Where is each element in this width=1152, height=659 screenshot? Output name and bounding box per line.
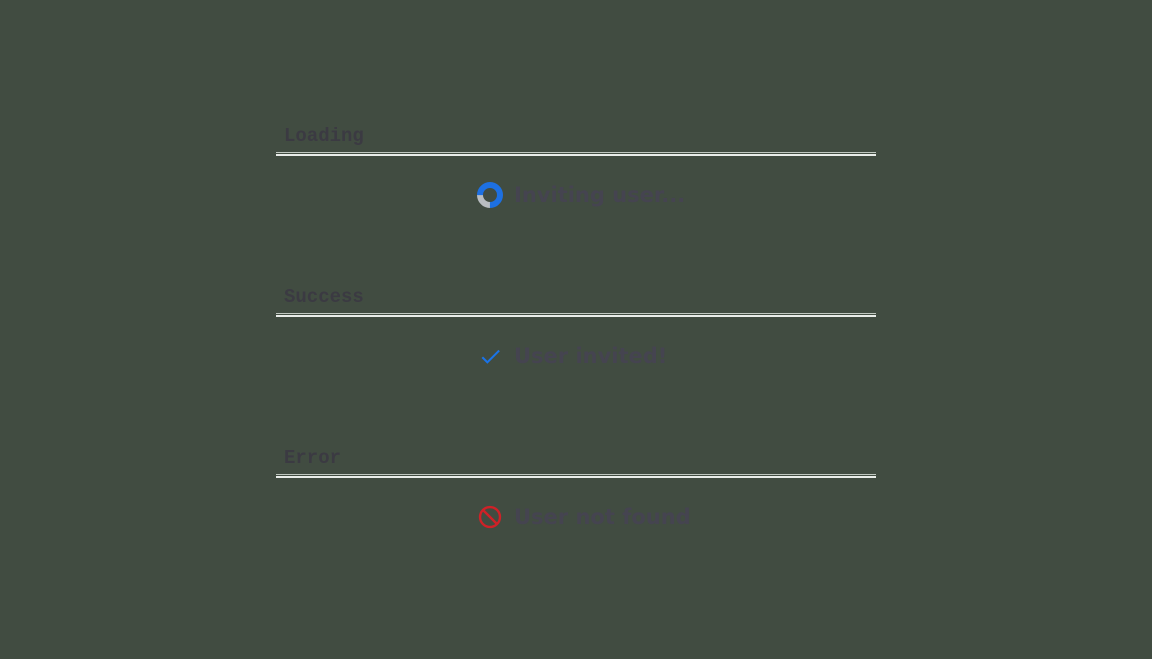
section-divider [276,152,876,156]
status-row-error [477,504,876,530]
status-text-success: User invited! [514,344,668,368]
blocked-icon-slash [483,510,496,523]
section-heading-loading: Loading [284,125,364,147]
blocked-icon [477,504,503,530]
section-heading-success: Success [284,286,364,308]
section-success [276,286,876,369]
check-icon [477,343,503,369]
status-row-loading [477,182,876,208]
status-text-error: User not found [514,505,691,529]
section-loading [276,125,876,208]
section-heading-error: Error [284,447,342,469]
status-row-success [477,343,876,369]
section-divider [276,474,876,478]
status-text-loading: Inviting user... [514,183,686,207]
spinner-icon [472,177,509,214]
demo-page [276,0,876,530]
section-error [276,447,876,530]
check-icon-path [481,349,499,363]
section-divider [276,313,876,317]
